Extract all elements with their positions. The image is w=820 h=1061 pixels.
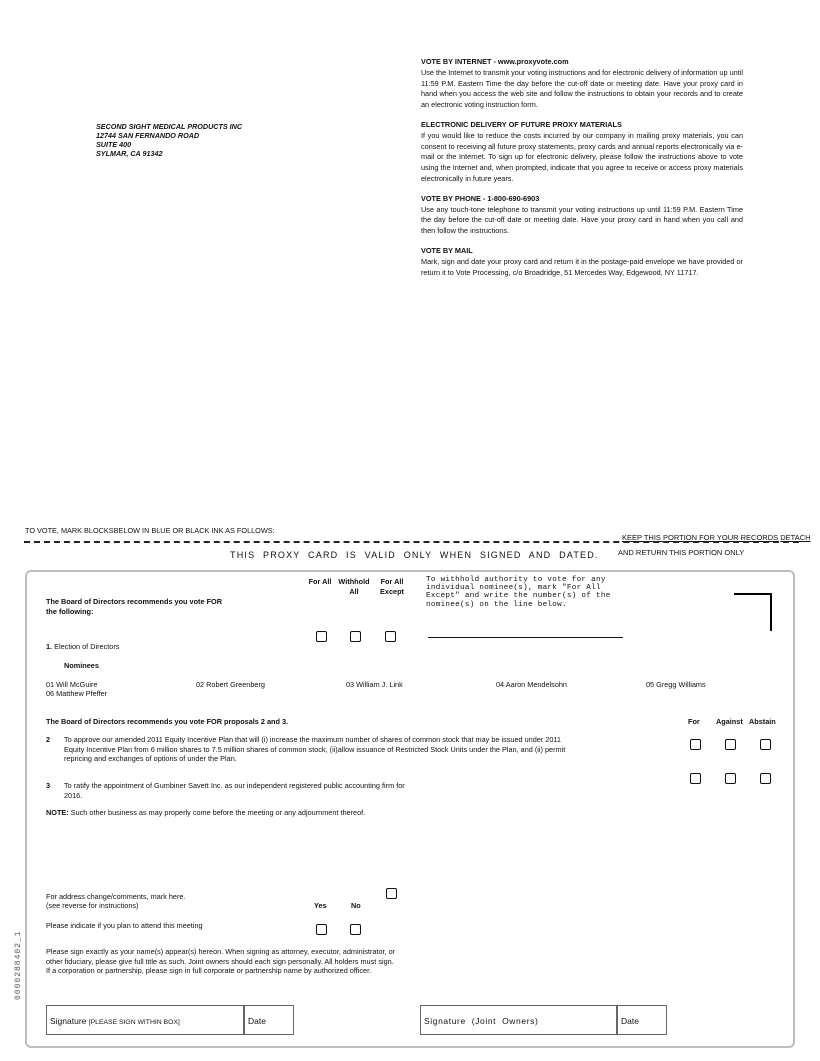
col-for-all-except: For All Except (380, 577, 404, 596)
joint-date-label: Date (621, 1016, 639, 1026)
checkbox-for-all[interactable] (316, 631, 327, 642)
item-3-number: 3 (46, 781, 51, 790)
yes-label: Yes (314, 901, 327, 910)
board-recommends-2: The Board of Directors recommends you vote FOR proposals 2 and 3. (46, 717, 289, 726)
city: SYLMAR, CA 91342 (96, 149, 163, 158)
attend-no-checkbox[interactable] (350, 924, 361, 935)
header-abstain: Abstain (749, 717, 776, 726)
signature-label: Signature (50, 1016, 87, 1026)
detach-line (24, 541, 799, 543)
nominees-heading: Nominees (64, 661, 99, 670)
suite: SUITE 400 (96, 140, 132, 149)
electronic-delivery-title: ELECTRONIC DELIVERY OF FUTURE PROXY MATERIALS (421, 119, 622, 129)
checkbox-for-all-except[interactable] (385, 631, 396, 642)
vote-internet-title: VOTE BY INTERNET - www.proxyvote.com (421, 57, 569, 66)
vote-internet-text: Use the Internet to transmit your voting instructions and for electronic delivery of information up until 11:59 P.M. Eastern Time the day before the cut-off date or meeting date. Have your proxy card in hand when you access the web site and follow the instructions to obtain your records and to create an electronic voting instruction form. (421, 67, 743, 110)
valid-notice: THIS PROXY CARD IS VALID ONLY WHEN SIGNED AND DATED. (230, 550, 599, 560)
keep-portion: KEEP THIS PORTION FOR YOUR RECORDS (622, 533, 779, 542)
nominee-exception-line[interactable] (428, 637, 623, 638)
joint-signature-box[interactable] (420, 1005, 617, 1035)
item-3-text: To ratify the appointment of Gumbiner Savett Inc. as our independent registered public accounting firm for 2016. (64, 781, 405, 800)
nominee-2: 02 Robert Greenberg (196, 680, 265, 689)
no-label: No (351, 901, 361, 910)
item-3-abstain-checkbox[interactable] (760, 773, 771, 784)
withhold-instructions: To withhold authority to vote for any individual nominee(s), mark "For All Except" and write the number(s) of the nominee(s) on the line below. (426, 576, 611, 609)
control-number: 0000288402_1 (14, 930, 23, 1000)
vote-phone-text: Use any touch-tone telephone to transmit your voting instructions up until 11:59 P.M. Eastern Time the day before the cut-off date or meeting date. Have your proxy card in hand when you call and then follow the instructions. (421, 204, 743, 236)
electronic-delivery-text: If you would like to reduce the costs incurred by our company in mailing proxy materials, you can consent to receiving all future proxy statements, proxy cards and annual reports electronically via e-mail or the Internet. To sign up for electronic delivery, please follow the instructions above to vote using the Internet and, when prompted, indicate that you agree to receive or access proxy materials electronically in future years. (421, 130, 743, 183)
joint-signature-label: Signature (Joint Owners) (424, 1016, 539, 1026)
note-text: Such other business as may properly come before the meeting or any adjournment thereof. (70, 808, 366, 817)
item-2-against-checkbox[interactable] (725, 739, 736, 750)
nominee-1: 01 Will McGuire (46, 680, 98, 689)
header-for: For (688, 717, 700, 726)
vote-mail-text: Mark, sign and date your proxy card and return it in the postage-paid envelope we have provided or return it to Vote Processing, c/o Broadridge, 51 Mercedes Way, Edgewood, NY 11717. (421, 256, 743, 277)
nominee-3: 03 William J. Link (346, 680, 403, 689)
voting-instructions (421, 57, 743, 287)
checkbox-withhold-all[interactable] (350, 631, 361, 642)
board-recommends: The Board of Directors recommends you vote FOR the following: (46, 597, 222, 616)
street: 12744 SAN FERNANDO ROAD (96, 131, 200, 140)
registration-mark (734, 593, 772, 631)
item-1 (46, 642, 119, 652)
signature-label-group (50, 1016, 180, 1026)
signing-instructions: Please sign exactly as your name(s) appear(s) hereon. When signing as attorney, executor, administrator, or other fiduciary, please give full title as such. Joint owners should each sign personally. All holders must sign. If a corporation or partnership, please sign in full corporate or partnership name by authorized officer. (46, 947, 396, 975)
item-1-label: Election of Directors (54, 642, 120, 651)
item-3-against-checkbox[interactable] (725, 773, 736, 784)
see-reverse: (see reverse for instructions) (46, 901, 139, 910)
nominee-4: 04 Aaron Mendelsohn (496, 680, 567, 689)
date-label: Date (248, 1016, 266, 1026)
item-2-text: To approve our amended 2011 Equity Incentive Plan that will (i) increase the maximum number of shares of common stock that may be issued under 2011 Equity Incentive Plan from 6 million shares to 7.5 million shares of common stock, (ii)allow issuance of Restricted Stock Units under the Plan, and (ii) permit repricing and exchanges of options of under the Plan. (64, 735, 566, 763)
detach-label: DETACH (780, 533, 811, 542)
signature-hint: [PLEASE SIGN WITHIN BOX] (88, 1019, 180, 1026)
date-box[interactable] (244, 1005, 294, 1035)
attend-meeting: Please indicate if you plan to attend this meeting (46, 921, 203, 930)
joint-date-box[interactable] (617, 1005, 667, 1035)
note (46, 808, 365, 818)
company-name: SECOND SIGHT MEDICAL PRODUCTS INC (96, 122, 243, 131)
header-against: Against (716, 717, 743, 726)
item-1-number: 1. (46, 642, 53, 651)
item-2-abstain-checkbox[interactable] (760, 739, 771, 750)
note-label: NOTE: (46, 808, 69, 817)
item-2-number: 2 (46, 735, 51, 744)
signature-box[interactable] (46, 1005, 244, 1035)
item-3-for-checkbox[interactable] (690, 773, 701, 784)
attend-yes-checkbox[interactable] (316, 924, 327, 935)
address-change-checkbox[interactable] (386, 888, 397, 899)
vote-phone-title: VOTE BY PHONE - 1-800-690-6903 (421, 193, 540, 203)
vote-mail-title: VOTE BY MAIL (421, 245, 473, 255)
return-portion: AND RETURN THIS PORTION ONLY (618, 548, 745, 557)
col-withhold-all: Withhold All (338, 577, 370, 596)
col-for-all: For All (308, 577, 332, 586)
mailing-address (96, 122, 242, 158)
nominee-5: 05 Gregg Williams (646, 680, 706, 689)
item-2-for-checkbox[interactable] (690, 739, 701, 750)
nominee-6: 06 Matthew Pfeffer (46, 689, 108, 698)
to-vote-instruction: TO VOTE, MARK BLOCKSBELOW IN BLUE OR BLACK INK AS FOLLOWS: (25, 526, 275, 535)
address-change: For address change/comments, mark here. (46, 892, 186, 901)
